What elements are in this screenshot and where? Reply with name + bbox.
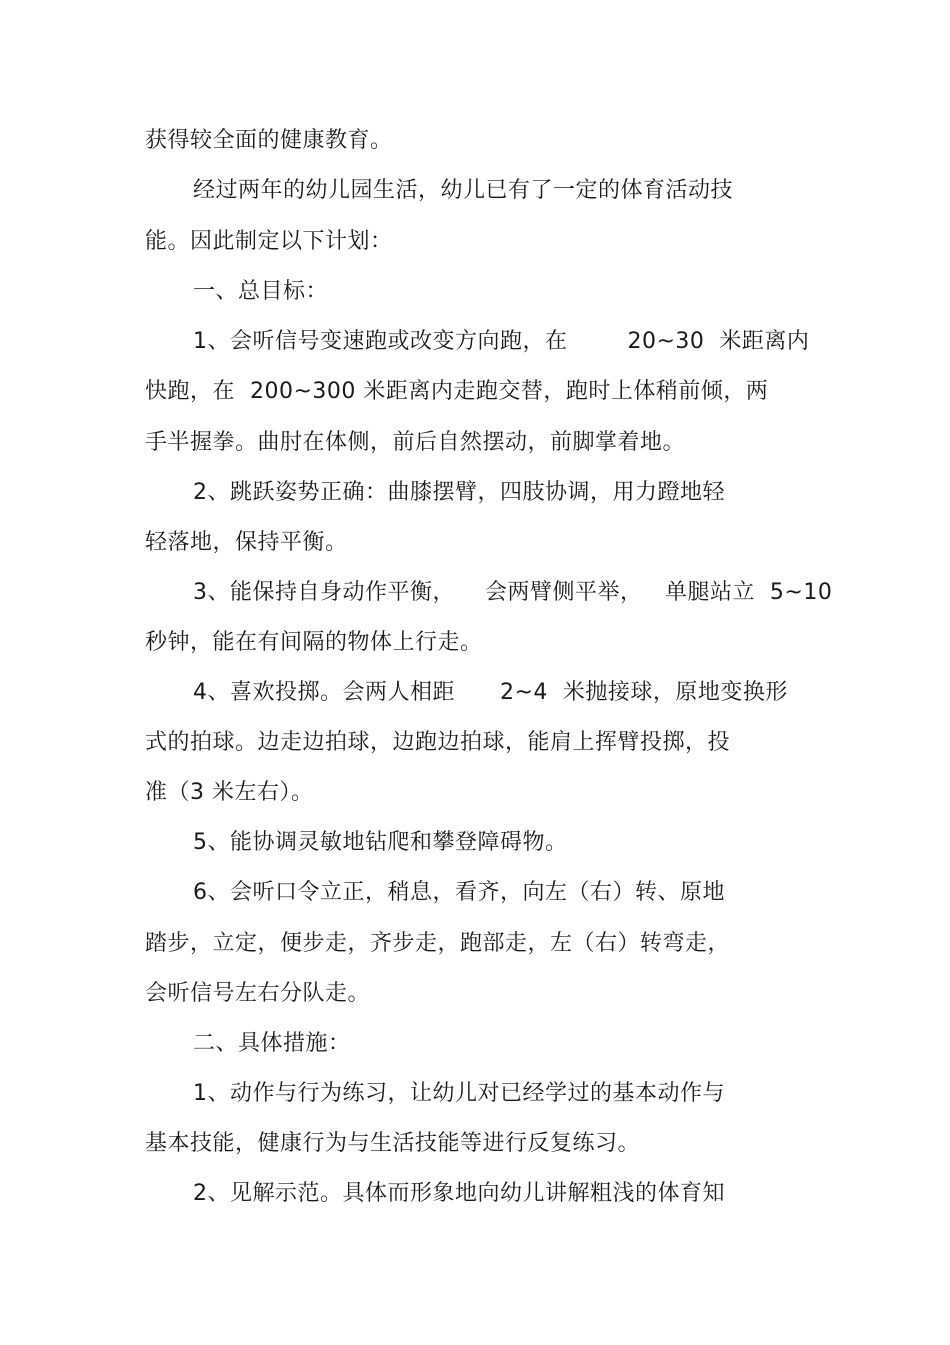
paragraph-line: 2、见解示范。具体而形象地向幼儿讲解粗浅的体育知 (193, 1181, 725, 1206)
paragraph-line: 3、能保持自身动作平衡， 会两臂侧平举， 单腿站立 5~10 (193, 580, 833, 605)
paragraph-line: 1、动作与行为练习，让幼儿对已经学过的基本动作与 (193, 1081, 725, 1106)
paragraph-line: 能。因此制定以下计划： (145, 229, 393, 254)
paragraph-line: 获得较全面的健康教育。 (145, 128, 393, 153)
paragraph-line: 准（3 米左右）。 (145, 780, 314, 805)
paragraph-line: 式的拍球。边走边拍球，边跑边拍球，能肩上挥臂投掷，投 (145, 730, 731, 755)
paragraph-line: 踏步，立定，便步走，齐步走，跑部走，左（右）转弯走， (145, 931, 731, 956)
paragraph-line: 手半握拳。曲肘在体侧，前后自然摆动，前脚掌着地。 (145, 430, 686, 455)
section-heading: 一、总目标： (193, 279, 329, 304)
paragraph-line: 6、会听口令立正，稍息，看齐，向左（右）转、原地 (193, 880, 725, 905)
paragraph-line: 4、喜欢投掷。会两人相距 2~4 米抛接球，原地变换形 (193, 680, 788, 705)
paragraph-line: 会听信号左右分队走。 (145, 981, 371, 1006)
paragraph-line: 2、跳跃姿势正确：曲膝摆臂，四肢协调，用力蹬地轻 (193, 480, 725, 505)
paragraph-line: 轻落地，保持平衡。 (145, 530, 348, 555)
paragraph-line: 经过两年的幼儿园生活，幼儿已有了一定的体育活动技 (193, 178, 734, 203)
paragraph-line: 快跑，在 200~300 米距离内走跑交替，跑时上体稍前倾，两 (145, 379, 769, 404)
section-heading: 二、具体措施： (193, 1031, 351, 1056)
paragraph-line: 5、能协调灵敏地钻爬和攀登障碍物。 (193, 830, 568, 855)
paragraph-line: 基本技能，健康行为与生活技能等进行反复练习。 (145, 1131, 641, 1156)
paragraph-line: 秒钟，能在有间隔的物体上行走。 (145, 630, 483, 655)
paragraph-line: 1、会听信号变速跑或改变方向跑，在 20~30 米距离内 (193, 329, 810, 354)
